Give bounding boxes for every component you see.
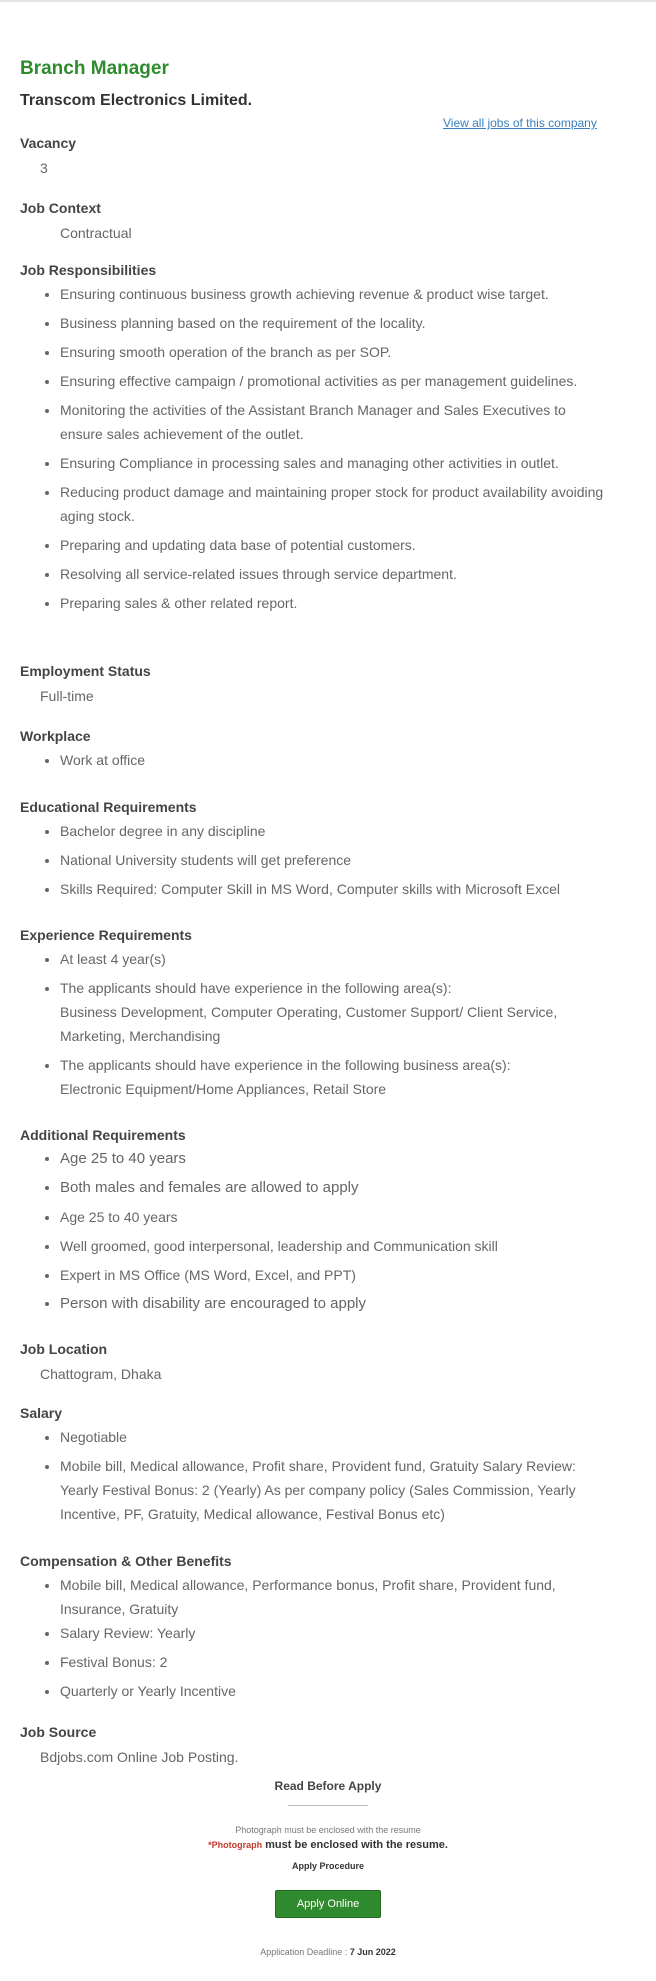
list-item: • Ensuring Compliance in processing sales and managing other activities in outlet. [60,451,610,475]
list-item: • Preparing and updating data base of potential customers. [60,533,610,557]
list-item: • Age 25 to 40 years [60,1205,610,1229]
salary-list [20,1425,610,1526]
compensation-heading: Compensation & Other Benefits [20,1553,232,1569]
job-title: Branch Manager [20,58,169,79]
list-item: • Resolving all service-related issues through service department. [60,562,610,586]
experience-area-title: • The applicants should have experience in the following area(s): [60,980,452,996]
read-before-divider [288,1805,368,1806]
list-item: • Age 25 to 40 years [60,1147,610,1171]
top-divider [0,0,656,2]
vacancy-section [20,134,610,177]
job-source-section [20,1723,610,1766]
list-item: • Quarterly or Yearly Incentive [60,1679,610,1703]
employment-status-section [20,662,610,705]
education-list [20,819,610,901]
deadline-date: 7 Jun 2022 [349,1947,396,1957]
job-context-section [20,199,610,242]
salary-heading: Salary [20,1405,63,1421]
apply-procedure-heading: Apply Procedure [291,1861,365,1871]
additional-section [20,1126,610,1321]
experience-area-detail: Business Development, Computer Operating, Customer Support/ Client Service, Marketing, Merchandising [60,1004,558,1044]
employment-status-heading: Employment Status [20,663,151,679]
list-item: • Festival Bonus: 2 [60,1650,610,1674]
deadline-label: Application Deadline : [260,1947,350,1957]
list-item: • Ensuring effective campaign / promotional activities as per management guidelines. [60,369,610,393]
experience-business-title: • The applicants should have experience in the following business area(s): [60,1057,511,1073]
vacancy-value: 3 [40,160,48,176]
list-item: • National University students will get preference [60,848,610,872]
list-item: • Business planning based on the requirement of the locality. [60,311,610,335]
education-heading: Educational Requirements [20,799,197,815]
list-item: • Mobile bill, Medical allowance, Profit share, Provident fund, Gratuity Salary Review: Yearly Festival Bonus: 2 (Yearly) As per company policy (Sales Commission, Yearly Incentive, PF, Gratuity, Medical allowance, Festival Bonus etc) [60,1454,610,1526]
salary-section [20,1404,610,1531]
job-source-value: Bdjobs.com Online Job Posting. [40,1749,239,1765]
list-item: • Monitoring the activities of the Assistant Branch Manager and Sales Executives to ensure sales achievement of the outlet. [60,398,610,446]
job-context-value: Contractual [60,225,132,241]
list-item: • Skills Required: Computer Skill in MS Word, Computer skills with Microsoft Excel [60,877,610,901]
company-name: Transcom Electronics Limited. [20,92,253,109]
responsibilities-heading: Job Responsibilities [20,262,157,278]
list-item [60,1053,610,1101]
list-item: • Salary Review: Yearly [60,1621,610,1645]
list-item: • Ensuring continuous business growth achieving revenue & product wise target. [60,282,610,306]
photo-requirement [0,1839,656,1851]
photo-requirement-marker: *Photograph [208,1840,263,1850]
list-item: • Both males and females are allowed to apply [60,1176,610,1200]
workplace-list [20,748,610,772]
compensation-section [20,1552,610,1708]
list-item: • Ensuring smooth operation of the branch as per SOP. [60,340,610,364]
photo-requirement-text: must be enclosed with the resume. [262,1839,448,1851]
list-item: • Bachelor degree in any discipline [60,819,610,843]
workplace-heading: Workplace [20,728,91,744]
job-location-section [20,1340,610,1383]
list-item: • Reducing product damage and maintaining proper stock for product availability avoiding aging stock. [60,480,610,528]
experience-list [20,947,610,1101]
responsibilities-list [20,282,610,615]
read-before-apply-heading: Read Before Apply [274,1779,382,1793]
compensation-list [20,1573,610,1703]
list-item: • Expert in MS Office (MS Word, Excel, and PPT) [60,1263,610,1287]
additional-list [20,1147,610,1316]
list-item [60,976,610,1048]
list-item: • Preparing sales & other related report. [60,591,610,615]
education-section [20,798,610,906]
experience-section [20,926,610,1106]
job-location-value: Chattogram, Dhaka [40,1366,162,1382]
list-item: • At least 4 year(s) [60,947,610,971]
experience-business-detail: Electronic Equipment/Home Appliances, Retail Store [60,1081,387,1097]
application-deadline [0,1947,656,1957]
view-all-jobs-link[interactable]: View all jobs of this company [443,116,597,130]
list-item: • Person with disability are encouraged to apply [60,1292,610,1316]
list-item: • Negotiable [60,1425,610,1449]
additional-heading: Additional Requirements [20,1127,186,1143]
list-item: • Work at office [60,748,610,772]
job-location-heading: Job Location [20,1341,108,1357]
experience-heading: Experience Requirements [20,927,192,943]
workplace-section [20,727,610,777]
photo-note: Photograph must be enclosed with the resume [235,1825,421,1835]
apply-online-button[interactable]: Apply Online [275,1890,381,1918]
employment-status-value: Full-time [40,688,94,704]
vacancy-heading: Vacancy [20,135,77,151]
responsibilities-section [20,261,610,620]
list-item: • Well groomed, good interpersonal, leadership and Communication skill [60,1234,610,1258]
job-source-heading: Job Source [20,1724,97,1740]
job-context-heading: Job Context [20,200,101,216]
list-item: • Mobile bill, Medical allowance, Performance bonus, Profit share, Provident fund, Insurance, Gratuity [60,1573,610,1621]
